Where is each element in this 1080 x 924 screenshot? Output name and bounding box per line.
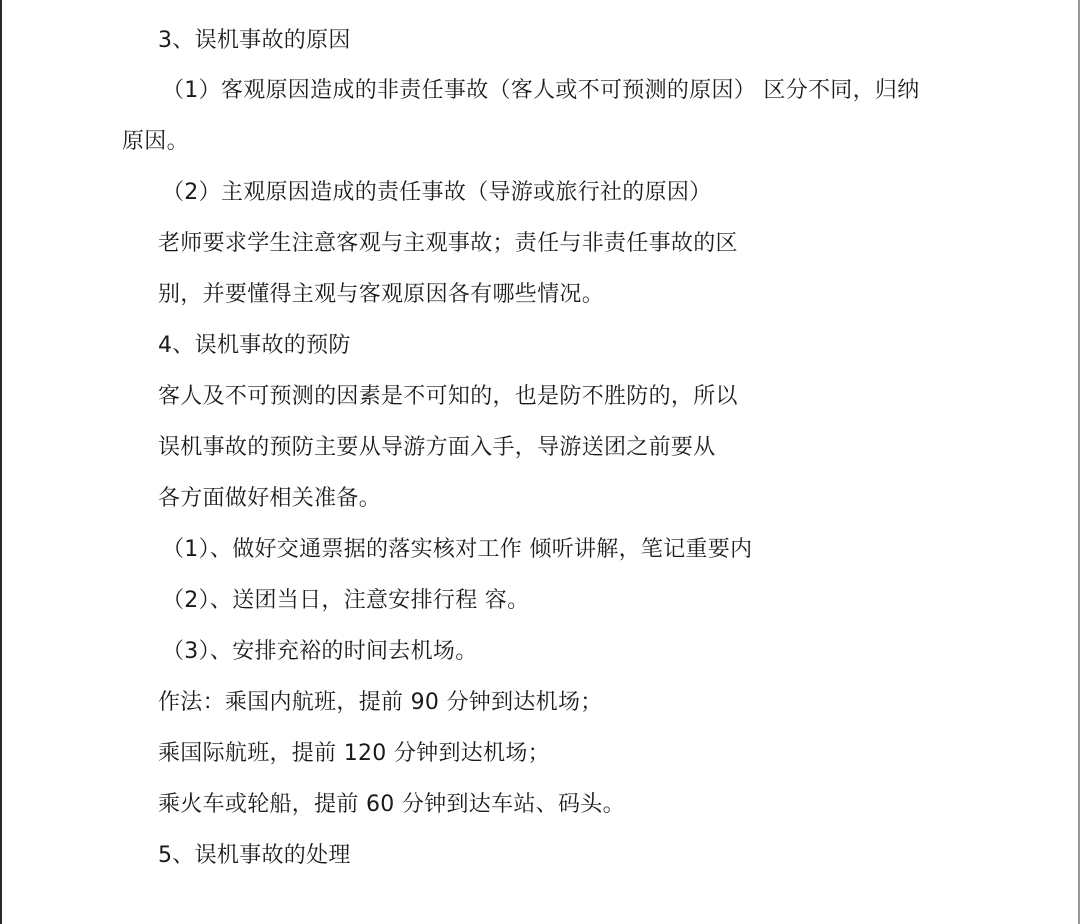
paragraph-line: 各方面做好相关准备。 [158, 486, 382, 511]
paragraph-line: 原因。 [122, 129, 189, 154]
section-heading-handling: 5、误机事故的处理 [158, 843, 351, 868]
paragraph-line: 别，并要懂得主观与客观原因各有哪些情况。 [158, 282, 605, 307]
list-item: （3）、安排充裕的时间去机场。 [162, 639, 478, 664]
section-heading-causes: 3、误机事故的原因 [158, 28, 351, 53]
paragraph-line: （2）主观原因造成的责任事故（导游或旅行社的原因） [162, 180, 712, 205]
list-item: （2）、送团当日，注意安排行程 容。 [162, 588, 530, 613]
section-heading-prevention: 4、误机事故的预防 [158, 333, 351, 358]
paragraph-line: 乘火车或轮船，提前 60 分钟到达车站、码头。 [158, 792, 625, 817]
paragraph-line: 作法：乘国内航班，提前 90 分钟到达机场； [158, 690, 603, 715]
paragraph-line: 乘国际航班，提前 120 分钟到达机场； [158, 741, 550, 766]
paragraph-line: 老师要求学生注意客观与主观事故；责任与非责任事故的区 [158, 231, 738, 256]
paragraph-line: （1）客观原因造成的非责任事故（客人或不可预测的原因） 区分不同，归纳 [162, 78, 920, 103]
paragraph-line: 客人及不可预测的因素是不可知的，也是防不胜防的，所以 [158, 384, 738, 409]
paragraph-line: 误机事故的预防主要从导游方面入手，导游送团之前要从 [158, 435, 716, 460]
list-item: （1）、做好交通票据的落实核对工作 倾听讲解，笔记重要内 [162, 537, 753, 562]
